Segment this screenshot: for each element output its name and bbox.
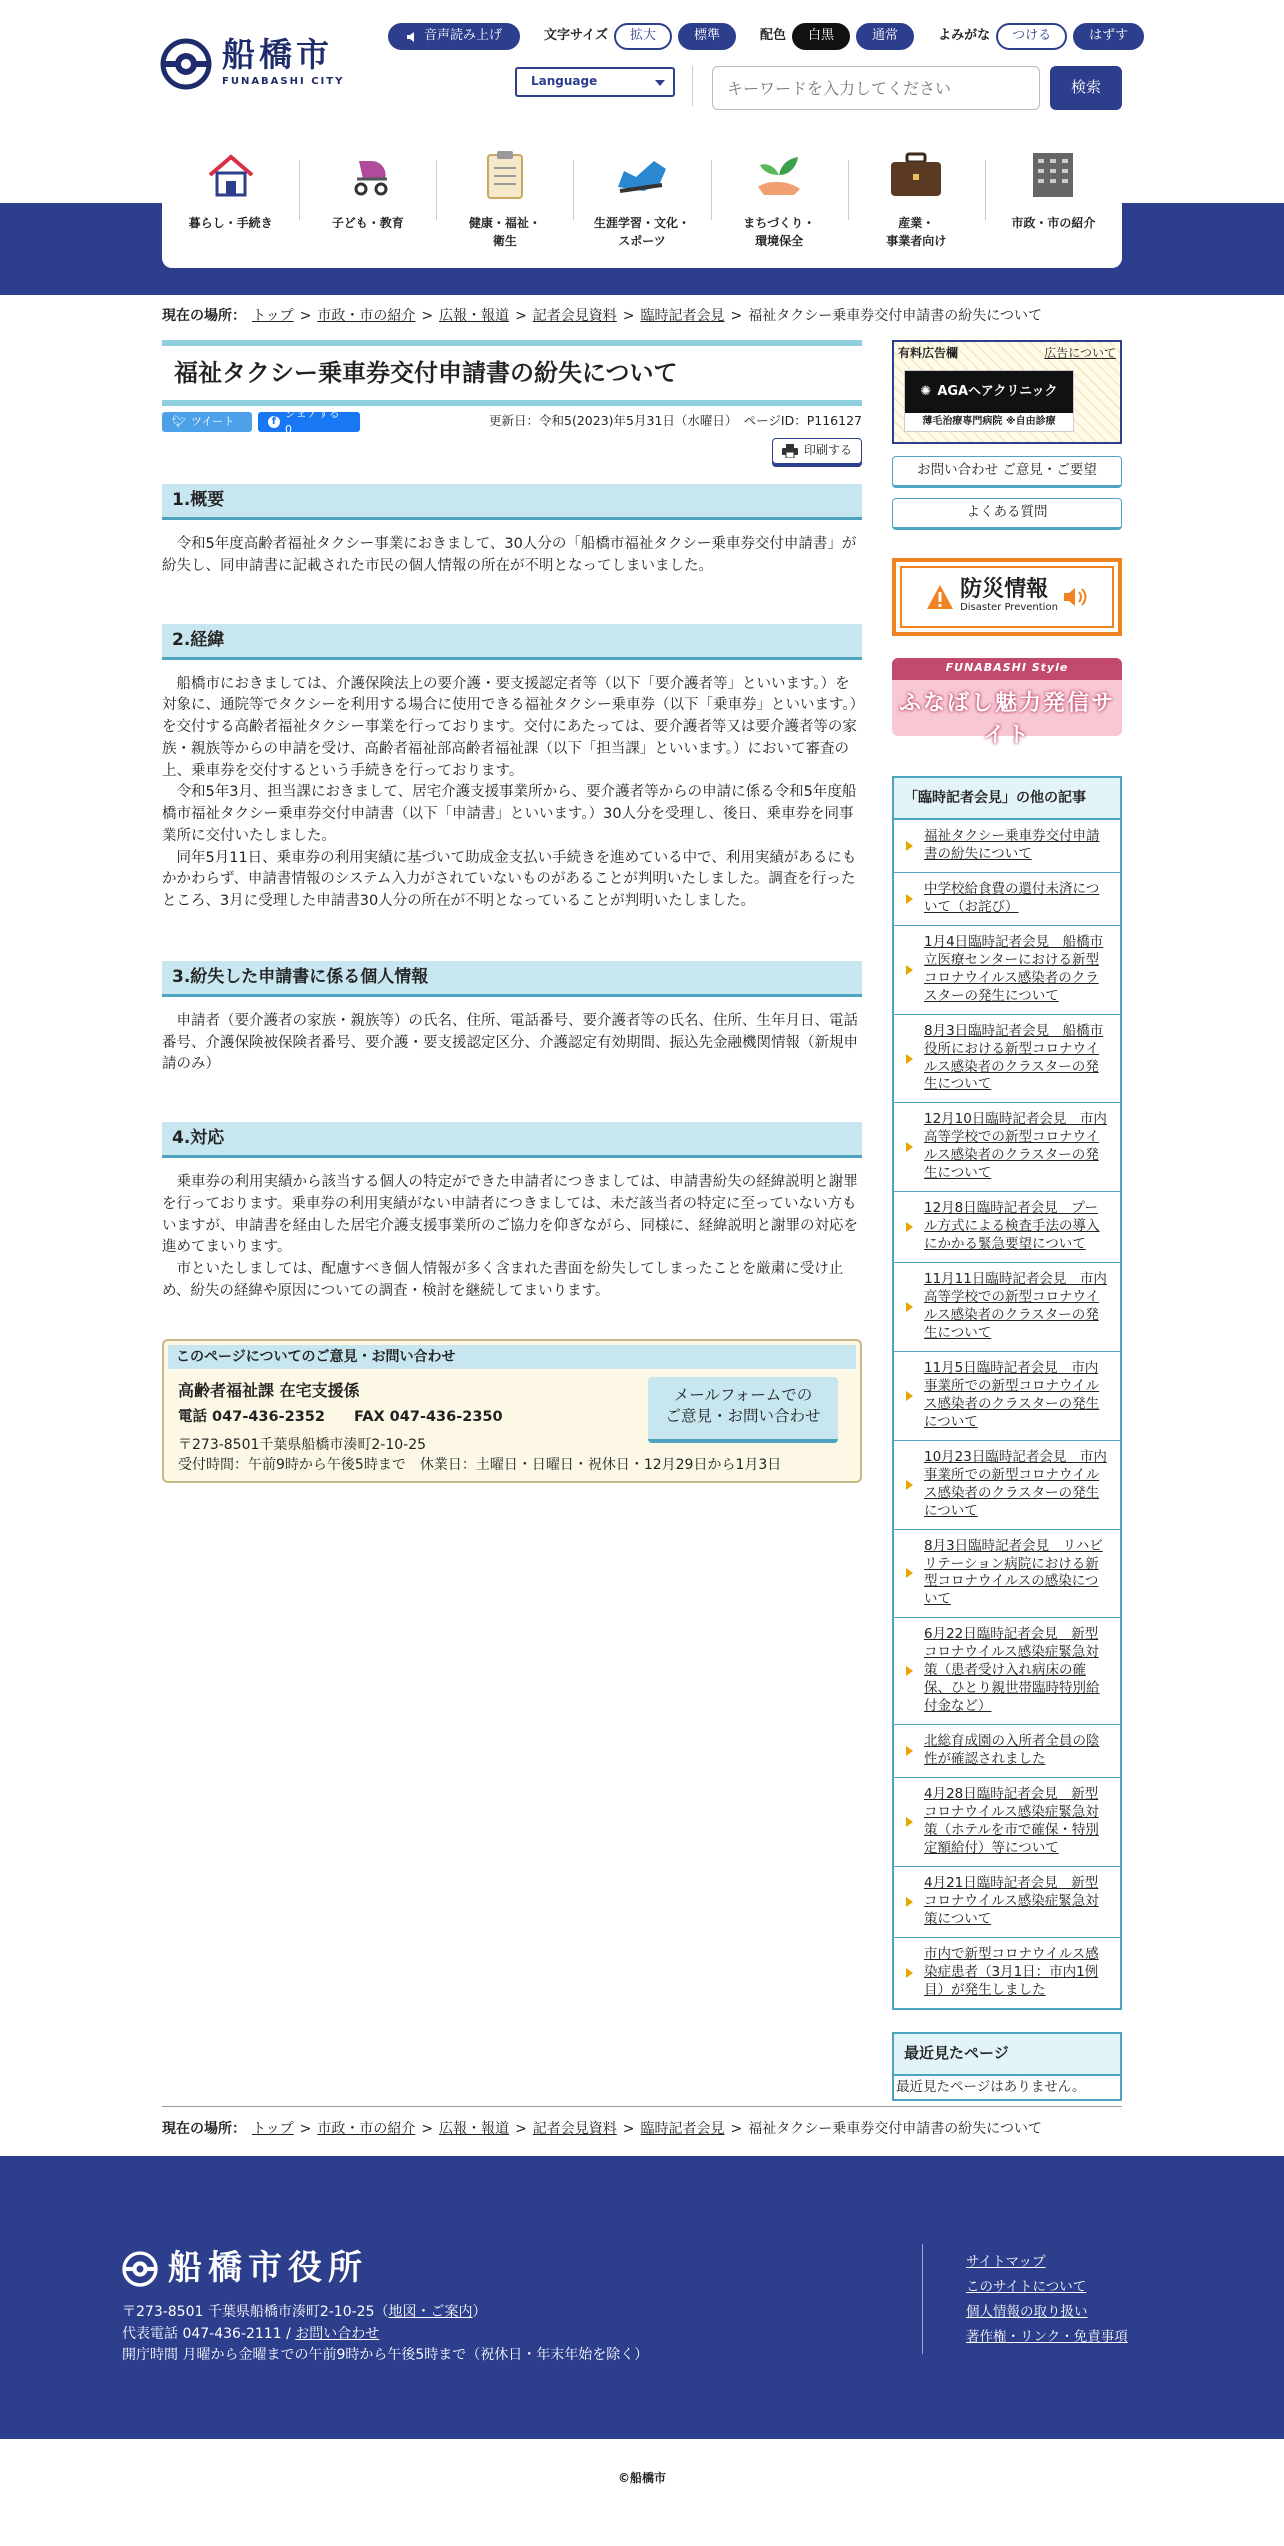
paragraph: 船橋市におきましては、介護保険法上の要介護・要支援認定者等（以下「要介護者等」といいます。）を対象に、通院等でタクシーを利用する場合に使用できる福祉タクシー乗車券（以下「乗車券」といいます。）を交付する高齢者福祉タクシー事業を行っております。交付にあたっては、要介護者等又は要介護者等の家族・親族等からの申請を受け、高齢者福祉部高齢者福祉課（以下「担当課」といいます。）において審査の上、乗車券を交付するという手続きを行っております。 [162, 675, 857, 779]
related-article-link[interactable]: 11月5日臨時記者会見 市内事業所での新型コロナウイルス感染者のクラスターの発生について [924, 1359, 1100, 1430]
clipboard-icon [475, 150, 535, 200]
breadcrumb-link[interactable]: トップ [252, 2121, 294, 2137]
divider [162, 2106, 1122, 2107]
breadcrumb-link[interactable]: 市政・市の紹介 [317, 308, 416, 324]
color-normal-button[interactable]: 通常 [856, 23, 914, 50]
warning-icon [926, 584, 954, 610]
contact-hours: 受付時間：午前9時から午後5時まで 休業日：土曜日・日曜日・祝休日・12月29日から1月3日 [178, 1456, 782, 1473]
nav-item-health[interactable] [436, 140, 573, 268]
nav-item-label: 生涯学習・文化・ スポーツ [593, 216, 690, 248]
bird-icon: 🐦︎ [172, 415, 186, 429]
footer-links [966, 2250, 1128, 2350]
ad-label: 有料広告欄 [898, 346, 959, 360]
list-item[interactable] [894, 1192, 1120, 1263]
language-select[interactable] [515, 67, 675, 97]
footer-address [122, 2302, 648, 2367]
site-footer [0, 2156, 1284, 2439]
related-article-link[interactable]: 4月21日臨時記者会見 新型コロナウイルス感染症緊急対策について [924, 1874, 1099, 1927]
phone-number: 電話 047-436-2352 [178, 1408, 325, 1425]
copyright: ©船橋市 [617, 2471, 666, 2485]
ad-banner-title: AGAヘアクリニック [937, 383, 1058, 399]
chevron-down-icon [655, 80, 665, 86]
nav-item-town[interactable] [711, 140, 848, 268]
breadcrumb-link[interactable]: 記者会見資料 [532, 308, 617, 324]
related-article-link[interactable]: 6月22日臨時記者会見 新型コロナウイルス感染症緊急対策（患者受け入れ病床の確保、ひとり親世帯臨時特別給付金など） [924, 1626, 1100, 1715]
page-id: ページID：P116127 [743, 413, 862, 428]
breadcrumb-link[interactable]: トップ [252, 308, 294, 324]
ad-about-link[interactable]: 広告について [1044, 346, 1116, 360]
list-item[interactable] [894, 1725, 1120, 1778]
related-article-link[interactable]: 福祉タクシー乗車券交付申請書の紛失について [924, 828, 1100, 862]
nav-item-city[interactable] [985, 140, 1122, 268]
related-articles [892, 776, 1122, 2010]
printer-icon [782, 444, 798, 458]
footer-address-suffix: ） [472, 2304, 487, 2320]
list-item[interactable] [894, 820, 1120, 873]
list-item[interactable] [894, 1103, 1120, 1192]
ad-box [892, 340, 1122, 444]
speaker-icon [1062, 585, 1088, 609]
footer-link-sitemap[interactable]: サイトマップ [966, 2254, 1046, 2270]
footer-phone: 代表電話 047-436-2111 / [122, 2325, 296, 2342]
contact-phone [178, 1407, 503, 1428]
related-article-link[interactable]: 12月10日臨時記者会見 市内高等学校での新型コロナウイルス感染者のクラスターの発生について [924, 1111, 1107, 1182]
sidebar [892, 340, 1122, 2101]
footer-inquiry-link[interactable]: お問い合わせ [295, 2325, 380, 2342]
divider [922, 2244, 923, 2354]
briefcase-icon [886, 150, 946, 200]
mail-form-button[interactable] [648, 1377, 838, 1443]
paragraph: 令和5年3月、担当課におきまして、居宅介護支援事業所から、要介護者等からの申請に係る令和5年度船橋市福祉タクシー乗車券交付申請書（以下「申請書」といいます。）30人分を受理し、後日、乗車券を同事業所に交付いたしました。 [162, 784, 857, 844]
breadcrumb-link[interactable]: 臨時記者会見 [640, 308, 725, 324]
banner-main-text: ふなばし魅力発信サイト [898, 691, 1115, 748]
print-label: 印刷する [803, 443, 852, 458]
mail-form-label-1: メールフォームでの [673, 1385, 813, 1404]
related-article-link[interactable]: 市内で新型コロナウイルス感染症患者（3月1日：市内1例目）が発生しました [924, 1945, 1099, 1998]
list-item[interactable] [894, 1618, 1120, 1725]
section-heading: 4.対応 [162, 1122, 862, 1158]
color-bw-button[interactable]: 白黒 [792, 23, 850, 50]
print-button[interactable] [772, 438, 862, 464]
footer-hours: 開庁時間 月曜から金曜までの午前9時から午後5時まで（祝休日・年末年始を除く） [122, 2347, 649, 2364]
footer-address-text: 〒273-8501 千葉県船橋市湊町2-10-25（ [122, 2304, 389, 2320]
mail-form-label-2: ご意見・お問い合わせ [665, 1407, 821, 1426]
footer-logo [122, 2244, 368, 2293]
recent-pages [892, 2032, 1122, 2102]
shoe-icon [612, 150, 672, 200]
list-item[interactable] [894, 1441, 1120, 1530]
search-button[interactable]: 検索 [1050, 66, 1122, 110]
list-item[interactable] [894, 1938, 1120, 2008]
nav-item-culture[interactable] [573, 140, 710, 268]
faq-button[interactable]: よくある質問 [892, 498, 1122, 530]
breadcrumb: 現在の場所： トップ > 市政・市の紹介 > 広報・報道 > 記者会見資料 > 臨時記者会見 > 福祉タクシー乗車券交付申請書の紛失について [162, 308, 1042, 324]
voice-readout-button[interactable] [388, 23, 520, 50]
nav-item-label: 暮らし・手続き [188, 216, 273, 230]
voice-readout-label: 音声読み上げ [424, 28, 503, 44]
list-item[interactable] [894, 1015, 1120, 1104]
logo-subtext: FUNABASHI CITY [222, 76, 345, 88]
speaker-icon [406, 31, 418, 43]
starburst-icon: ✺ [920, 383, 932, 399]
list-item[interactable] [894, 873, 1120, 926]
site-logo[interactable] [160, 35, 345, 90]
city-emblem-icon [122, 2251, 158, 2287]
updated-date: 更新日：令和5(2023)年5月31日（水曜日） [489, 413, 732, 428]
list-item[interactable] [894, 1263, 1120, 1352]
ad-banner-subtitle: 薄毛治療専門病院 ※自由診療 [922, 416, 1056, 427]
recent-pages-empty: 最近見たページはありません。 [896, 2078, 1086, 2095]
related-articles-heading: 「臨時記者会見」の他の記事 [894, 778, 1120, 820]
contact-department: 高齢者福祉課 在宅支援係 [178, 1380, 360, 1400]
list-item[interactable] [894, 1778, 1120, 1867]
text-size-large-button[interactable]: 拡大 [614, 23, 672, 50]
section-heading: 2.経緯 [162, 624, 862, 660]
footer-link-copyright[interactable]: 著作権・リンク・免責事項 [966, 2328, 1128, 2345]
related-article-link[interactable]: 11月11日臨時記者会見 市内高等学校での新型コロナウイルス感染者のクラスターの発生について [924, 1271, 1107, 1341]
ruby-label: よみがな [938, 28, 991, 44]
logo-text: 船橋市 [222, 35, 333, 75]
nav-item-label: まちづくり・ 環境保全 [743, 216, 816, 248]
nav-item-label: 健康・福祉・ 衛生 [468, 216, 541, 248]
section-personal-info [162, 961, 862, 1076]
global-nav [162, 140, 1122, 268]
ad-banner[interactable] [904, 370, 1074, 432]
list-item[interactable] [894, 1352, 1120, 1441]
breadcrumb-link[interactable]: 広報・報道 [439, 2121, 510, 2137]
footer-link-about[interactable]: このサイトについて [966, 2278, 1087, 2295]
breadcrumb-current: 福祉タクシー乗車券交付申請書の紛失について [748, 308, 1042, 324]
page-title: 福祉タクシー乗車券交付申請書の紛失について [162, 340, 862, 406]
breadcrumb-link[interactable]: 臨時記者会見 [640, 2121, 725, 2137]
house-icon [201, 150, 261, 200]
map-link[interactable]: 地図・ご案内 [388, 2304, 473, 2320]
related-article-link[interactable]: 中学校給食費の還付未済について（お詫び） [924, 880, 1100, 915]
breadcrumb-link[interactable]: 記者会見資料 [532, 2121, 617, 2137]
accessibility-tools [388, 23, 1144, 50]
list-item[interactable] [894, 1530, 1120, 1619]
building-icon [1023, 150, 1083, 200]
tweet-button[interactable] [162, 412, 252, 432]
nav-item-label: 子ども・教育 [331, 216, 404, 230]
city-emblem-icon [160, 38, 212, 90]
ruby-on-button[interactable]: つける [996, 23, 1067, 50]
paragraph: 令和5年度高齢者福祉タクシー事業におきまして、30人分の「船橋市福祉タクシー乗車券交付申請書」が紛失し、同申請書に記載された市民の個人情報の所在が不明となってしまいました。 [162, 536, 857, 574]
sprout-icon [749, 150, 809, 200]
facebook-share-button[interactable] [258, 407, 360, 436]
divider [692, 66, 693, 106]
language-select-label: Language [531, 74, 598, 88]
share-label: シェアする 0 [284, 407, 340, 436]
text-size-label: 文字サイズ [544, 28, 608, 44]
disaster-subtitle: Disaster Prevention [960, 601, 1058, 613]
related-article-link[interactable]: 8月3日臨時記者会見 船橋市役所における新型コロナウイルス感染者のクラスターの発生について [924, 1022, 1104, 1093]
related-article-link[interactable]: 4月28日臨時記者会見 新型コロナウイルス感染症緊急対策（ホテルを市で確保・特別定額給付）等について [924, 1786, 1099, 1856]
breadcrumb-link[interactable]: 広報・報道 [439, 308, 510, 324]
nav-item-living[interactable] [162, 140, 299, 268]
related-article-link[interactable]: 10月23日臨時記者会見 市内事業所での新型コロナウイルス感染者のクラスターの発生について [924, 1448, 1107, 1519]
breadcrumb-bottom: 現在の場所： トップ > 市政・市の紹介 > 広報・報道 > 記者会見資料 > 臨時記者会見 > 福祉タクシー乗車券交付申請書の紛失について [162, 2121, 1042, 2137]
facebook-icon: f [268, 416, 280, 428]
breadcrumb-label: 現在の場所： [162, 2121, 246, 2137]
nav-item-children[interactable] [299, 140, 436, 268]
ruby-off-button[interactable]: はずす [1073, 23, 1144, 50]
related-article-link[interactable]: 12月8日臨時記者会見 プール方式による検査手法の導入にかかる緊急要望について [924, 1200, 1100, 1253]
update-info [489, 412, 862, 430]
text-size-normal-button[interactable]: 標準 [678, 23, 736, 50]
stroller-icon [338, 150, 398, 200]
search-input[interactable] [712, 66, 1040, 110]
related-article-link[interactable]: 北総育成園の入所者全員の陰性が確認されました [924, 1733, 1100, 1768]
nav-item-label: 産業・ 事業者向け [886, 216, 947, 248]
paragraph: 同年5月11日、乗車券の利用実績に基づいて助成金支払い手続きを進めている中で、利用実績があるにもかかわらず、申請書情報のシステム入力がされていないものがあることが判明いたしました。調査を行ったところ、3月に受理した申請書30人分の所在が不明となっていることが判明いたしました。 [162, 849, 857, 909]
list-item[interactable] [894, 1867, 1120, 1938]
section-background [162, 624, 862, 913]
funabashi-style-banner[interactable] [892, 658, 1122, 748]
section-heading: 3.紛失した申請書に係る個人情報 [162, 961, 862, 997]
paragraph: 申請者（要介護者の家族・親族等）の氏名、住所、電話番号、要介護者等の氏名、住所、生年月日、電話番号、介護保険被保険者番号、要介護・要支援認定区分、介護認定有効期間、振込先金融機関情報（新規申請のみ） [162, 1012, 858, 1073]
recent-pages-heading: 最近見たページ [894, 2034, 1120, 2076]
breadcrumb-link[interactable]: 市政・市の紹介 [317, 2121, 416, 2137]
related-article-link[interactable]: 8月3日臨時記者会見 リハビリテーション病院における新型コロナウイルスの感染について [924, 1537, 1103, 1608]
inquiry-button[interactable]: お問い合わせ ご意見・ご要望 [892, 456, 1122, 488]
paragraph: 市といたしましては、配慮すべき個人情報が多く含まれた書面を紛失してしまったことを厳粛に受け止め、紛失の経緯や原因についての調査・検討を継続してまいります。 [162, 1261, 844, 1299]
nav-item-business[interactable] [848, 140, 985, 268]
fax-number: FAX 047-436-2350 [353, 1408, 503, 1425]
contact-address: 〒273-8501千葉県船橋市湊町2-10-25 [178, 1436, 427, 1453]
site-header [0, 0, 1284, 295]
color-label: 配色 [760, 28, 787, 44]
main-content [162, 340, 862, 1483]
footer-name: 船橋市役所 [168, 2248, 368, 2288]
contact-box [162, 1339, 862, 1483]
footer-link-privacy[interactable]: 個人情報の取り扱い [966, 2303, 1088, 2320]
tweet-label: ツイート [190, 415, 235, 429]
paragraph: 乗車券の利用実績から該当する個人の特定ができた申請者につきましては、申請書紛失の経緯説明と謝罪を行っております。乗車券の利用実績がない申請者につきましては、未だ該当者の特定に至っていない方もいますが、申請書を経由した居宅介護支援事業所のご協力を仰ぎながら、同様に、経緯説明と謝罪の対応を進めてまいります。 [162, 1174, 858, 1256]
contact-heading: このページについてのご意見・お問い合わせ [168, 1345, 856, 1369]
banner-top-text: FUNABASHI Style [945, 661, 1069, 674]
nav-item-label: 市政・市の紹介 [1011, 216, 1096, 230]
related-article-link[interactable]: 1月4日臨時記者会見 船橋市立医療センターにおける新型コロナウイルス感染者のクラスターの発生について [924, 933, 1104, 1004]
section-overview [162, 484, 862, 578]
list-item[interactable] [894, 926, 1120, 1015]
breadcrumb-label: 現在の場所： [162, 308, 246, 324]
page-meta [162, 407, 862, 470]
disaster-title: 防災情報 [960, 576, 1049, 602]
disaster-info-banner[interactable] [892, 558, 1122, 636]
section-response [162, 1122, 862, 1303]
section-heading: 1.概要 [162, 484, 862, 520]
breadcrumb-current: 福祉タクシー乗車券交付申請書の紛失について [748, 2121, 1042, 2137]
